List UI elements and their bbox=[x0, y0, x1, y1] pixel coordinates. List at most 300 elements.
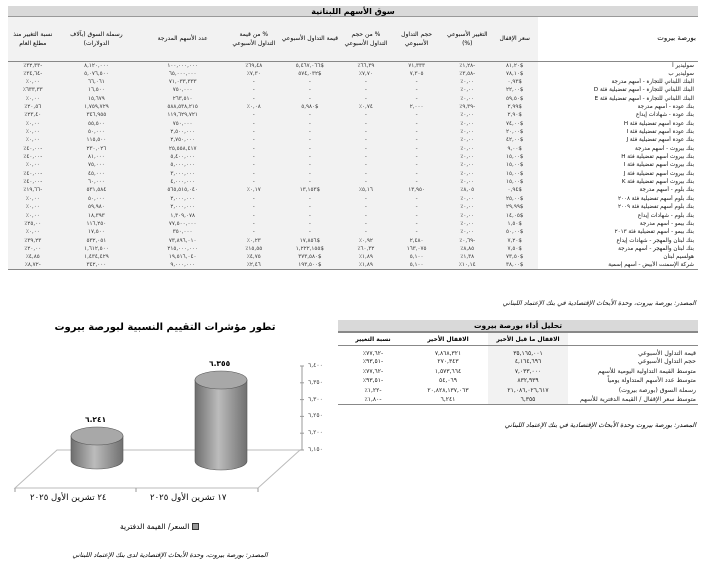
cell-close: $١٥,٠٠ bbox=[491, 153, 538, 161]
market-row bbox=[8, 95, 698, 103]
cell-mcap: ٥٣١,٥٨٤ bbox=[58, 186, 136, 194]
header-ytd: نسبة التغيير منذ مطلع العام bbox=[8, 17, 58, 61]
cell-shares: ٧٧,٥٠٠,٠٠٠ bbox=[135, 220, 230, 228]
cell-val: - bbox=[278, 111, 343, 119]
cell-pval: - bbox=[230, 170, 277, 178]
cell-name: بنك بلوم - أسهم مدرجة bbox=[538, 186, 698, 194]
cell-shares: ١٠٠,٠٠٠,٠٠٠ bbox=[135, 61, 230, 70]
cell-pval: ٠,٢٣٪ bbox=[230, 236, 277, 244]
cell-pvol: ١,٨٩٪ bbox=[342, 253, 389, 261]
cell-close: $٨١,٢٠ bbox=[491, 61, 538, 70]
cell-chg: ٠,٠٠٪ bbox=[444, 95, 491, 103]
cell-val: - bbox=[278, 86, 343, 94]
chart-title: تطور مؤشرات التقييم النسبية لبورصة بيروت bbox=[54, 322, 276, 333]
cell-pvol: ١,٨٩٪ bbox=[342, 261, 389, 270]
cell-vol: ٥,١٠٠ bbox=[390, 253, 444, 261]
bar-cylinder bbox=[195, 380, 247, 470]
cell-pvol: - bbox=[342, 228, 389, 236]
cell-close: $٢,٩٩ bbox=[491, 103, 538, 111]
cell-val: $٥٧٤,٠٣٢ bbox=[278, 70, 343, 78]
cell-shares: ٤,٠٠٠,٠٠٠ bbox=[135, 178, 230, 186]
data-label: ٦.٢٤١ bbox=[85, 415, 107, 424]
cell-mcap: ٣٤٢,٠٠٠ bbox=[58, 261, 136, 270]
cell-close: $٢٢,٠٠ bbox=[491, 86, 538, 94]
cell-shares: ٥٨٨,٥٣٨,٢١٥ bbox=[135, 103, 230, 111]
cell-pval: - bbox=[230, 211, 277, 219]
performance-row bbox=[338, 346, 698, 358]
cell-chg: ٠,٠٠٪ bbox=[444, 128, 491, 136]
cell-vol: ٧,٣٠٥ bbox=[390, 70, 444, 78]
cell-chg: ٠,٠٠٪ bbox=[444, 211, 491, 219]
cell-ytd: ٢٥,٠٠٪ bbox=[8, 220, 58, 228]
chart-source-note: المصدر: بورصة بيروت، وحدة الأبحاث الإقتصادية لدى بنك الإعتماد اللبناني bbox=[72, 551, 268, 559]
cell-vol: - bbox=[390, 228, 444, 236]
cell-chg: ٠,٠٠٪ bbox=[444, 228, 491, 236]
cell-chg: ٠,٠٠٪ bbox=[444, 161, 491, 169]
cell-chg: ٨,٠٥٪ bbox=[444, 186, 491, 194]
cell-ytd: -٨,٧٢٪ bbox=[8, 261, 58, 270]
cell-val: - bbox=[278, 220, 343, 228]
cell-label: متوسط عدد الأسهم المتداولة يومياً bbox=[607, 377, 696, 385]
market-row bbox=[8, 120, 698, 128]
cell-pval: - bbox=[230, 78, 277, 86]
performance-row bbox=[338, 367, 698, 377]
cell-mcap: ١٧,٥٠٠ bbox=[58, 228, 136, 236]
cell-close: $٢٠,٠٠ bbox=[491, 128, 538, 136]
cell-chg: ٠,٠٠٪ bbox=[444, 120, 491, 128]
cell-val: - bbox=[278, 145, 343, 153]
market-row bbox=[8, 170, 698, 178]
cell-vol: ١٦٣,٠٧٥ bbox=[390, 245, 444, 253]
header-label bbox=[568, 333, 698, 346]
performance-source-note: المصدر: بورصة بيروت وحدة الأبحاث الإقتصادية في بنك الإعتماد اللبناني bbox=[504, 421, 696, 429]
cell-mcap: ١,٦١٢,٥٠٠ bbox=[58, 245, 136, 253]
cell-pval: - bbox=[230, 128, 277, 136]
cell-ytd: -٤٠,٠٠٪ bbox=[8, 145, 58, 153]
cell-mcap: ٥,٠٧٦,٥٠٠ bbox=[58, 70, 136, 78]
market-row bbox=[8, 70, 698, 78]
cell-name: بنك بلوم أسهم تفضيلية فئة ٢٠٠٨ bbox=[538, 195, 698, 203]
cell-val: $١٧,٨٥٦ bbox=[278, 236, 343, 244]
cell-vol: - bbox=[390, 120, 444, 128]
cell-mcap: ١١٥,٥٠٠ bbox=[58, 136, 136, 144]
cell-name: سوليدير ب bbox=[538, 70, 698, 78]
cell-ytd: ٠,٠٠٪ bbox=[8, 136, 58, 144]
cell-close: $١٥,٠٠ bbox=[491, 178, 538, 186]
cell-pval: - bbox=[230, 228, 277, 236]
cell-name: بنك بيمو - أسهم تفضيلية فئة ٢٠١٣ bbox=[538, 228, 698, 236]
cell-pval: ٦٩,٤٨٪ bbox=[230, 61, 277, 70]
cell-pval: - bbox=[230, 111, 277, 119]
market-table-title: سوق الأسهم اللبنانية bbox=[8, 6, 698, 17]
cell-mcap: ١٨,٣٩٣ bbox=[58, 211, 136, 219]
cell-shares: ١٩,٥١٦,٠٤٠ bbox=[135, 253, 230, 261]
market-row bbox=[8, 186, 698, 194]
cell-shares: ٧١,٠٣٣,٣٣٣ bbox=[135, 78, 230, 86]
cell-shares: ٩,٠٠٠,٠٠٠ bbox=[135, 261, 230, 270]
cell-label: قيمة التداول الأسبوعي bbox=[638, 350, 696, 357]
performance-title: تحليل أداء بورصة بيروت bbox=[338, 320, 698, 332]
cell-name: بنك لبنان والمهجر - أسهم مدرجة bbox=[538, 245, 698, 253]
cell-change: -٩٣,٥١٪ bbox=[362, 377, 384, 385]
market-row bbox=[8, 61, 698, 70]
cell-pvol: ٦٦,٣٩٪ bbox=[342, 61, 389, 70]
cell-close: $٢٥,٠٠ bbox=[491, 195, 538, 203]
cell-pvol: - bbox=[342, 178, 389, 186]
market-row bbox=[8, 245, 698, 253]
header-prev-close: الاقفال ما قبل الأخير bbox=[488, 333, 568, 346]
cell-close: $٧٨,١٠ bbox=[491, 70, 538, 78]
market-row bbox=[8, 228, 698, 236]
market-row bbox=[8, 236, 698, 244]
cell-name: بنك بيروت أسهم تفضيلية فئة H bbox=[538, 153, 698, 161]
cell-shares: ٢٦٣,٥١٠ bbox=[135, 95, 230, 103]
cell-vol: - bbox=[390, 211, 444, 219]
cell-chg: ٠,٠٠٪ bbox=[444, 145, 491, 153]
cell-val: - bbox=[278, 178, 343, 186]
cell-name: بنك بيروت أسهم تفضيلية فئة I bbox=[538, 161, 698, 169]
y-tick-label: ٦,١٥٠ bbox=[308, 446, 323, 453]
cell-name: بنك عودة - شهادات إيداع bbox=[538, 111, 698, 119]
cell-mcap: ٥٠,٠٠٠ bbox=[58, 128, 136, 136]
cell-val: $١٩٣,٥٠٠ bbox=[278, 261, 343, 270]
cell-mcap: ٨,١٢٠,٠٠٠ bbox=[58, 61, 136, 70]
cell-shares: ٥٦٥,٥١٥,٠٤٠ bbox=[135, 186, 230, 194]
y-tick-label: ٦,٣٥٠ bbox=[308, 378, 323, 386]
cell-vol: - bbox=[390, 78, 444, 86]
cell-shares: ٢١٥,٠٠٠,٠٠٠ bbox=[135, 245, 230, 253]
cell-pval: ١٥,٥٥٪ bbox=[230, 245, 277, 253]
performance-section bbox=[338, 320, 698, 405]
cell-chg: ٠,٠٠٪ bbox=[444, 195, 491, 203]
cell-chg: -١,٢٨٪ bbox=[444, 61, 491, 70]
cell-name: سوليدير أ bbox=[538, 61, 698, 70]
cell-pval: - bbox=[230, 145, 277, 153]
cell-pval: - bbox=[230, 178, 277, 186]
cell-chg: ٠,٠٠٪ bbox=[444, 170, 491, 178]
market-row bbox=[8, 86, 698, 94]
cell-val: - bbox=[278, 228, 343, 236]
cell-val: - bbox=[278, 195, 343, 203]
cell-val: $٣٧٣,٥٨٠ bbox=[278, 253, 343, 261]
cell-pval: - bbox=[230, 136, 277, 144]
cell-label: متوسط سعر الإقفال / القيمة الدفترية للأسهم bbox=[568, 395, 698, 405]
cell-pval: ٤,٧٥٪ bbox=[230, 253, 277, 261]
cell-ytd: ٠,٠٠٪ bbox=[8, 78, 58, 86]
cell-mcap: ٥٥,٥٠٠ bbox=[58, 120, 136, 128]
cell-close: $٢٩,٩٩ bbox=[491, 203, 538, 211]
cell-val: - bbox=[278, 153, 343, 161]
market-row bbox=[8, 220, 698, 228]
cell-name: بنك بيمو - أسهم مدرجة bbox=[538, 220, 698, 228]
cell-pval: - bbox=[230, 86, 277, 94]
cell-last: ٢٠,٨٢٨,١٣٧,٠٦٣ bbox=[427, 386, 469, 394]
cell-ytd: -٣٢,٣٣٪ bbox=[8, 61, 58, 70]
header-last-close: الاقفال الأخير bbox=[408, 333, 488, 346]
cell-name: بنك عودة أسهم تفضيلية فئة J bbox=[538, 136, 698, 144]
cell-mcap: ٥٠,٠٠٠ bbox=[58, 195, 136, 203]
cell-ytd: ٤,٨٥٪ bbox=[8, 253, 58, 261]
performance-header bbox=[338, 333, 698, 346]
cell-ytd: ٠,٠٠٪ bbox=[8, 195, 58, 203]
cell-chg: ١٠,١٤٪ bbox=[444, 261, 491, 270]
cell-shares: ٥,٠٠٠,٠٠٠ bbox=[135, 161, 230, 169]
cell-vol: - bbox=[390, 178, 444, 186]
cell-close: $٤٢,٠٠ bbox=[491, 136, 538, 144]
x-category-label: ٢٤ تشرين الأول ٢٠٢٥ bbox=[30, 493, 107, 503]
market-row bbox=[8, 153, 698, 161]
market-row bbox=[8, 111, 698, 119]
header-weekly-change: التغيير الأسبوعي (%) bbox=[444, 17, 491, 61]
cell-pvol: ٧,٧٠٪ bbox=[342, 70, 389, 78]
cell-chg: -٣,٥٨٪ bbox=[444, 70, 491, 78]
y-tick-label: ٦,٣٠٠ bbox=[308, 395, 323, 403]
cell-prev: ٦,٣٥٥ bbox=[488, 395, 568, 405]
cell-ytd: -٤٠,٠٠٪ bbox=[8, 170, 58, 178]
cell-shares: ٥,٤٠٠,٠٠٠ bbox=[135, 153, 230, 161]
cell-name: بنك لبنان والمهجر - شهادات إيداع bbox=[538, 236, 698, 244]
header-name: بورصة بيروت bbox=[538, 17, 698, 61]
cell-name: هولسيم لبنان bbox=[538, 253, 698, 261]
performance-row bbox=[338, 395, 698, 405]
cell-pval: - bbox=[230, 220, 277, 228]
cell-shares: ٣٥٠,٠٠٠ bbox=[135, 228, 230, 236]
cell-shares: ٢,٠٠٠,٠٠٠ bbox=[135, 203, 230, 211]
cell-chg: ٨,٨٥٪ bbox=[444, 245, 491, 253]
cell-pval: - bbox=[230, 203, 277, 211]
cell-mcap: ٣٤٦,٩٥٥ bbox=[58, 111, 136, 119]
cell-ytd: ٠,٠٠٪ bbox=[8, 203, 58, 211]
cell-pval: - bbox=[230, 95, 277, 103]
cell-chg: ٠,٠٠٪ bbox=[444, 178, 491, 186]
bar-cap bbox=[195, 371, 247, 389]
cell-pval: ٢,٤٦٪ bbox=[230, 261, 277, 270]
data-label: ٦.٣٥٥ bbox=[209, 359, 231, 368]
header-value: قيمة التداول الأسبوعي bbox=[278, 17, 343, 61]
valuation-chart bbox=[0, 350, 340, 500]
cell-vol: - bbox=[390, 86, 444, 94]
cell-vol: - bbox=[390, 170, 444, 178]
cell-change: -١,٢٢٪ bbox=[364, 386, 382, 394]
market-row bbox=[8, 261, 698, 270]
market-row bbox=[8, 145, 698, 153]
header-change: نسبة التغيير bbox=[338, 333, 408, 346]
cell-pval: - bbox=[230, 153, 277, 161]
cell-name: بنك بيروت أسهم تفضيلية فئة K bbox=[538, 178, 698, 186]
cell-vol: - bbox=[390, 95, 444, 103]
cell-vol: - bbox=[390, 220, 444, 228]
cell-ytd: ٠,٠٠٪ bbox=[8, 228, 58, 236]
cell-val: - bbox=[278, 120, 343, 128]
cell-pvol: ٠,٩٢٪ bbox=[342, 236, 389, 244]
cell-ytd: ٢٠,٠٠٪ bbox=[8, 245, 58, 253]
cell-last: ٦,٢٤١ bbox=[408, 395, 488, 405]
cell-prev: ٢١,٠٨٦,٠٢٦,٦١٧ bbox=[488, 386, 568, 396]
market-table-header bbox=[8, 17, 698, 61]
cell-vol: ١٣,٩٥٠ bbox=[390, 186, 444, 194]
cell-ytd: -٤٠,٠٠٪ bbox=[8, 153, 58, 161]
cell-ytd: ٠,٠٠٪ bbox=[8, 161, 58, 169]
cell-chg: ٠,٠٠٪ bbox=[444, 203, 491, 211]
cell-label: متوسط القيمة التداولية اليومية للأسهم bbox=[597, 367, 696, 375]
header-listed-shares: عدد الأسهم المدرجة bbox=[135, 17, 230, 61]
cell-ytd: ٠,٠٠٪ bbox=[8, 211, 58, 219]
cell-pvol: - bbox=[342, 120, 389, 128]
cell-ytd: ٠,٠٠٪ bbox=[8, 120, 58, 128]
cell-pvol: - bbox=[342, 220, 389, 228]
header-volume: حجم التداول الأسبوعي bbox=[390, 17, 444, 61]
cell-label: رسملة السوق (بورصة بيروت) bbox=[618, 386, 696, 394]
cell-vol: - bbox=[390, 136, 444, 144]
cell-val: $٥,٩٨٠ bbox=[278, 103, 343, 111]
cell-mcap: ٢٣٠,٠٢٦ bbox=[58, 145, 136, 153]
market-row bbox=[8, 178, 698, 186]
cell-pvol: - bbox=[342, 136, 389, 144]
cell-val: - bbox=[278, 161, 343, 169]
market-row bbox=[8, 161, 698, 169]
market-row bbox=[8, 103, 698, 111]
cell-close: $٩,٠٠ bbox=[491, 145, 538, 153]
cell-name: بنك عودة - أسهم مدرجة bbox=[538, 103, 698, 111]
cell-chg: ٠,٠٠٪ bbox=[444, 86, 491, 94]
cell-ytd: -١٩,٦٦٪ bbox=[8, 186, 58, 194]
cell-name: بنك بلوم - شهادات إيداع bbox=[538, 211, 698, 219]
cell-name: البنك اللبناني للتجارة - أسهم مدرجة bbox=[538, 78, 698, 86]
cell-pvol: - bbox=[342, 170, 389, 178]
cell-close: $٠,٩٣ bbox=[491, 78, 538, 86]
cell-pvol: - bbox=[342, 86, 389, 94]
market-row bbox=[8, 203, 698, 211]
cell-pvol: - bbox=[342, 161, 389, 169]
cell-mcap: ٧٥,٠٠٠ bbox=[58, 161, 136, 169]
cell-close: $٧,٥٠ bbox=[491, 245, 538, 253]
cell-mcap: ١,٤٣٤,٤٢٩ bbox=[58, 253, 136, 261]
cell-mcap: ٤٥,٠٠٠ bbox=[58, 170, 136, 178]
cell-val: $١٣,١٥٣ bbox=[278, 186, 343, 194]
cell-ytd: ٢٠,٥٦٪ bbox=[8, 103, 58, 111]
market-row bbox=[8, 136, 698, 144]
cell-close: $٠,٩٤ bbox=[491, 186, 538, 194]
cell-shares: ٦٥,٠٠٠,٠٠٠ bbox=[135, 70, 230, 78]
cell-pvol: - bbox=[342, 95, 389, 103]
cell-val: - bbox=[278, 128, 343, 136]
cell-close: $١٥,٠٠ bbox=[491, 170, 538, 178]
cell-pvol: - bbox=[342, 203, 389, 211]
cell-pvol: - bbox=[342, 153, 389, 161]
cell-last: ٢٧٠,٣٤٣ bbox=[437, 358, 459, 366]
market-source-note: المصدر: بورصة بيروت، وحدة الأبحاث الإقتصادية في بنك الإعتماد اللبناني bbox=[502, 299, 696, 307]
cell-close: $٢,٩٠ bbox=[491, 111, 538, 119]
cell-name: البنك اللبناني للتجارة - أسهم تفضيلية فئة E bbox=[538, 95, 698, 103]
cell-mcap: ٦٠,٠٠٠ bbox=[58, 178, 136, 186]
cell-chg: -٩,٣٩٪ bbox=[444, 103, 491, 111]
cell-close: $٧٣,٥٠ bbox=[491, 253, 538, 261]
cell-vol: ٢,٠٠٠ bbox=[390, 103, 444, 111]
cell-val: - bbox=[278, 170, 343, 178]
cell-prev: ٧,٠٣٣,٠٠٠ bbox=[488, 367, 568, 377]
cell-val: - bbox=[278, 203, 343, 211]
cell-pvol: ٠,٧٤٪ bbox=[342, 103, 389, 111]
cell-shares: ٢٥,٥٥٨,٤١٧ bbox=[135, 145, 230, 153]
cell-mcap: ١١٦,٢٥٠ bbox=[58, 220, 136, 228]
cell-change: -٧٧,٦٢٪ bbox=[362, 367, 384, 375]
cell-pval: - bbox=[230, 161, 277, 169]
cell-vol: - bbox=[390, 153, 444, 161]
header-close: سعر الإقفال bbox=[491, 17, 538, 61]
cell-shares: ٢,٧٥٠,٠٠٠ bbox=[135, 136, 230, 144]
cell-pvol: - bbox=[342, 211, 389, 219]
cell-ytd: ٠,٠٠٪ bbox=[8, 95, 58, 103]
cell-name: بنك بيروت - أسهم مدرجة bbox=[538, 145, 698, 153]
legend-label: السعر/ القيمة الدفترية bbox=[120, 522, 190, 531]
cell-vol: - bbox=[390, 145, 444, 153]
cell-val: - bbox=[278, 136, 343, 144]
cell-change: -٩٣,٥١٪ bbox=[362, 358, 384, 366]
cell-last: ١,٥٧٣,٦٦٤ bbox=[434, 367, 462, 375]
cell-vol: ٧١,٣٣٣ bbox=[390, 61, 444, 70]
cell-shares: ٧٥٠,٠٠٠ bbox=[135, 120, 230, 128]
header-pct-volume: % من حجم التداول الأسبوعي bbox=[342, 17, 389, 61]
cell-vol: - bbox=[390, 128, 444, 136]
performance-row bbox=[338, 376, 698, 386]
cell-val: - bbox=[278, 95, 343, 103]
market-table-section bbox=[8, 6, 698, 270]
cell-chg: -٠,٦٩٪ bbox=[444, 236, 491, 244]
cell-pvol: ٦٠,٣٢٪ bbox=[342, 245, 389, 253]
y-tick-label: ٦,٢٥٠ bbox=[308, 412, 323, 420]
cell-close: $١٤,٠٥ bbox=[491, 211, 538, 219]
performance-row bbox=[338, 357, 698, 367]
performance-table bbox=[338, 332, 698, 405]
cell-pvol: - bbox=[342, 195, 389, 203]
cell-change: -٧٧,٦٢٪ bbox=[362, 350, 384, 357]
cell-name: شركة الإسمنت الأبيض - أسهم إسمية bbox=[538, 261, 698, 270]
header-mcap: رسملة السوق (بآلاف الدولارات) bbox=[58, 17, 136, 61]
cell-pvol: ٥,١٦٪ bbox=[342, 186, 389, 194]
cell-chg: ٠,٠٠٪ bbox=[444, 78, 491, 86]
cell-pval: ٠,٠٨٪ bbox=[230, 103, 277, 111]
legend-swatch bbox=[192, 523, 199, 530]
cell-close: $١٥,٠٠ bbox=[491, 161, 538, 169]
cell-pvol: - bbox=[342, 128, 389, 136]
y-tick-label: ٦,٤٠٠ bbox=[308, 362, 323, 369]
cell-shares: ٣,٠٠٠,٠٠٠ bbox=[135, 170, 230, 178]
cell-label: حجم التداول الأسبوعي bbox=[637, 358, 696, 366]
cell-ytd: ٠,٠٠٪ bbox=[8, 128, 58, 136]
cell-last: ٧,٨٦٨,٣٢١ bbox=[434, 350, 462, 357]
market-row bbox=[8, 195, 698, 203]
cell-mcap: ٥٣٢,٠٥١ bbox=[58, 236, 136, 244]
x-category-label: ١٧ تشرين الأول ٢٠٢٥ bbox=[150, 493, 227, 503]
cell-close: $٥٩,٥٠ bbox=[491, 95, 538, 103]
cell-pvol: - bbox=[342, 111, 389, 119]
cell-vol: ٥,١٠٠ bbox=[390, 261, 444, 270]
chart-legend bbox=[120, 522, 199, 531]
cell-mcap: ٦٦,٠٦١ bbox=[58, 78, 136, 86]
cell-ytd: ٣٩,٢٣٪ bbox=[8, 236, 58, 244]
cell-close: $٧٤,٠٠ bbox=[491, 120, 538, 128]
cell-val: - bbox=[278, 78, 343, 86]
cell-vol: - bbox=[390, 161, 444, 169]
cell-shares: ١١٩,٦٢٩,٧٢١ bbox=[135, 111, 230, 119]
cell-name: بنك بلوم أسهم تفضيلية فئة ٢٠٠٩ bbox=[538, 203, 698, 211]
cell-chg: ٠,٠٠٪ bbox=[444, 136, 491, 144]
cell-name: بنك عودة أسهم تفضيلية فئة I bbox=[538, 128, 698, 136]
cell-pval: ٠,١٧٪ bbox=[230, 186, 277, 194]
market-table bbox=[8, 17, 698, 270]
cell-chg: ٠,٠٠٪ bbox=[444, 153, 491, 161]
performance-row bbox=[338, 386, 698, 396]
